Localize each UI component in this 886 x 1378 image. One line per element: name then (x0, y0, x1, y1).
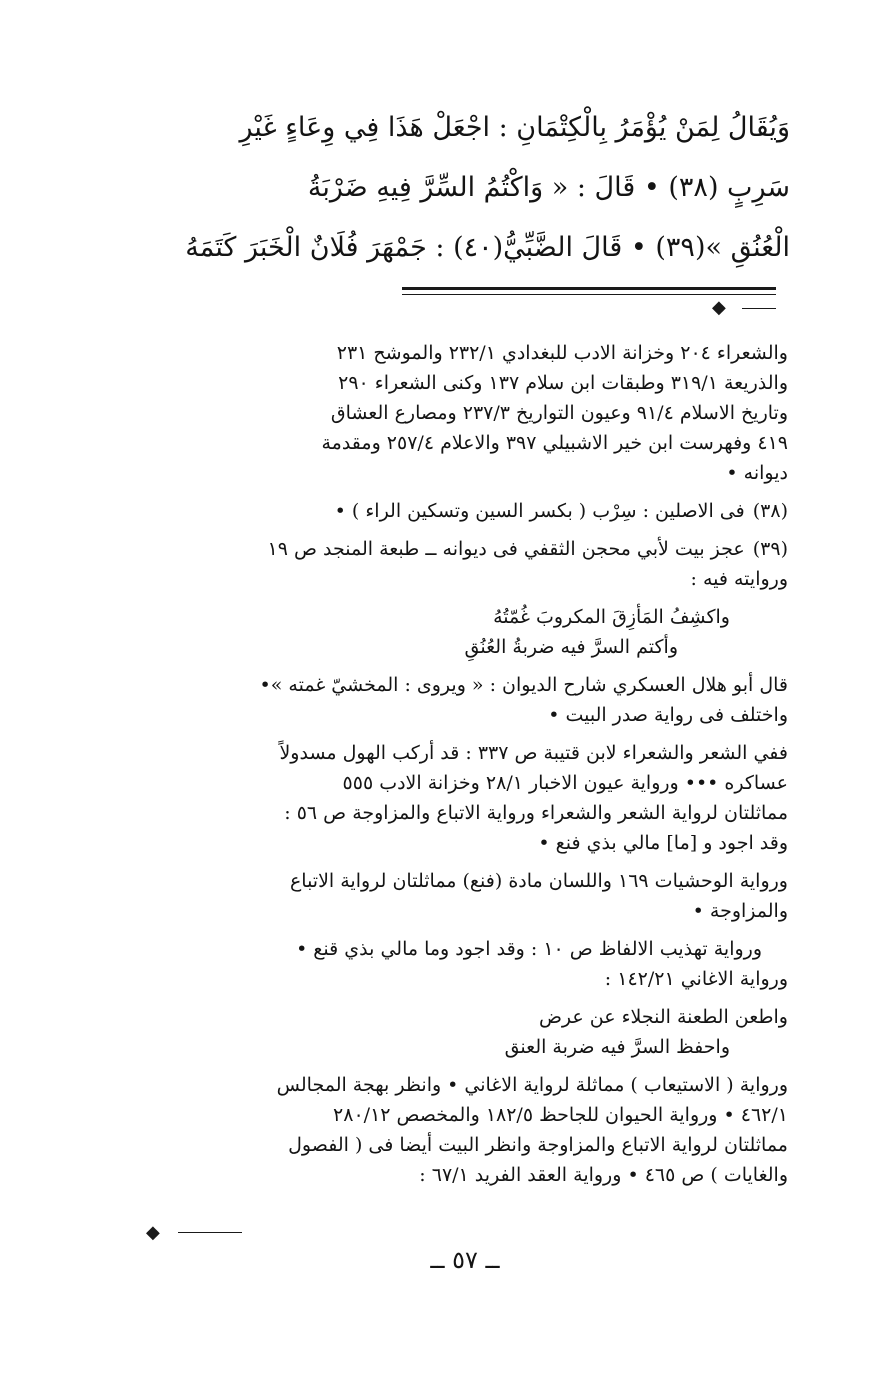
footnote-38 (136, 496, 788, 526)
footnote-line: ديوانه • (726, 462, 788, 484)
verse-line: واحفظ السرَّ فيه ضربة العنق (504, 1036, 730, 1058)
main-text-line: وَيُقَالُ لِمَنْ يُؤْمَرُ بِالْكِتْمَانِ : اجْعَلْ هَذَا فِي وِعَاءٍ غَيْرِ (239, 112, 790, 143)
footnote-line: وقد اجود و [ما] مالي بذي فنع • (538, 832, 788, 854)
diamond-ornament-icon: ◆ (146, 1222, 160, 1243)
footnote-39 (136, 534, 788, 564)
footnote-line: واختلف فى رواية صدر البيت • (548, 704, 788, 726)
footnote-marker: (٣٩) (752, 538, 788, 560)
footnote-line: ٤١٩ وفهرست ابن خير الاشبيلي ٣٩٧ والاعلام ٢٥٧/٤ ومقدمة (321, 432, 788, 454)
footnote-line: مماثلتان لرواية الشعر والشعراء ورواية الاتباع والمزاوجة ص ٥٦ : (284, 802, 788, 824)
ornament-rule (742, 308, 776, 309)
diamond-ornament-icon: ◆ (712, 297, 726, 318)
main-text-line: سَرِبٍ (٣٨) • قَالَ : « وَاكْتُمُ السِّرَّ فِيهِ ضَرْبَةُ (307, 172, 790, 203)
main-text-line: الْعُنُقِ »(٣٩) • قَالَ الضَّبِّيُّ(٤٠) : جَمْهَرَ فُلَانٌ الْخَبَرَ كَتَمَهُ (185, 232, 790, 263)
footnote-line: ورواية الوحشيات ١٦٩ واللسان مادة (فنع) مماثلتان لرواية الاتباع (289, 870, 788, 892)
ornament-rule (178, 1232, 242, 1233)
verse-line: واكشِفُ المَأزِقَ المكروبَ غُمّتُهُ (493, 606, 730, 628)
footnote-line: والشعراء ٢٠٤ وخزانة الادب للبغدادي ٢٣٢/١ والموشح ٢٣١ (336, 342, 788, 364)
footnote-line: وروايته فيه : (690, 568, 788, 590)
footnote-line: عساكره ••• ورواية عيون الاخبار ٢٨/١ وخزانة الادب ٥٥٥ (342, 772, 788, 794)
footnote-line: ٤٦٢/١ • ورواية الحيوان للجاحظ ١٨٢/٥ والمخصص ٢٨٠/١٢ (333, 1104, 788, 1126)
main-text-block (110, 98, 790, 278)
footnote-line: والغايات ) ص ٤٦٥ • ورواية العقد الفريد ٦٧/١ : (419, 1164, 788, 1186)
footnote-text: عجز بيت لأبي محجن الثقفي فى ديوانه ــ طبعة المنجد ص ١٩ (267, 538, 745, 560)
verse-line: واطعن الطعنة النجلاء عن عرض (538, 1006, 788, 1028)
footnote-line: مماثلتان لرواية الاتباع والمزاوجة وانظر البيت أيضا فى ( الفصول (288, 1134, 788, 1156)
footnote-line: والمزاوجة • (692, 900, 788, 922)
footnote-line: ورواية تهذيب الالفاظ ص ١٠ : وقد اجود وما مالي بذي قنع • (296, 938, 762, 960)
footnote-line: ففي الشعر والشعراء لابن قتيبة ص ٣٣٧ : قد أركب الهول مسدولاً (279, 742, 788, 764)
footnote-line: ورواية الاغاني ١٤٢/٢١ : (604, 968, 788, 990)
verse-line: وأكتم السرَّ فيه ضربةُ العُنُقِ (464, 636, 678, 658)
footnote-marker: (٣٨) (752, 500, 788, 522)
footnote-line: ورواية ( الاستيعاب ) مماثلة لرواية الاغاني • وانظر بهجة المجالس (276, 1074, 788, 1096)
footnotes-block (136, 338, 788, 1190)
page-number: ــ ٥٧ ــ (430, 1246, 500, 1274)
footnote-separator-rule (402, 287, 776, 290)
footnote-text: فى الاصلين : سِرْب ( بكسر السين وتسكين الراء ) • (334, 500, 745, 522)
footnote-line: والذريعة ٣١٩/١ وطبقات ابن سلام ١٣٧ وكنى الشعراء ٢٩٠ (338, 372, 788, 394)
footnote-line: قال أبو هلال العسكري شارح الديوان : « ويروى : المخشيّ غمته »• (259, 674, 788, 696)
footnote-line: وتاريخ الاسلام ٩١/٤ وعيون التواريخ ٢٣٧/٣ ومصارع العشاق (330, 402, 788, 424)
